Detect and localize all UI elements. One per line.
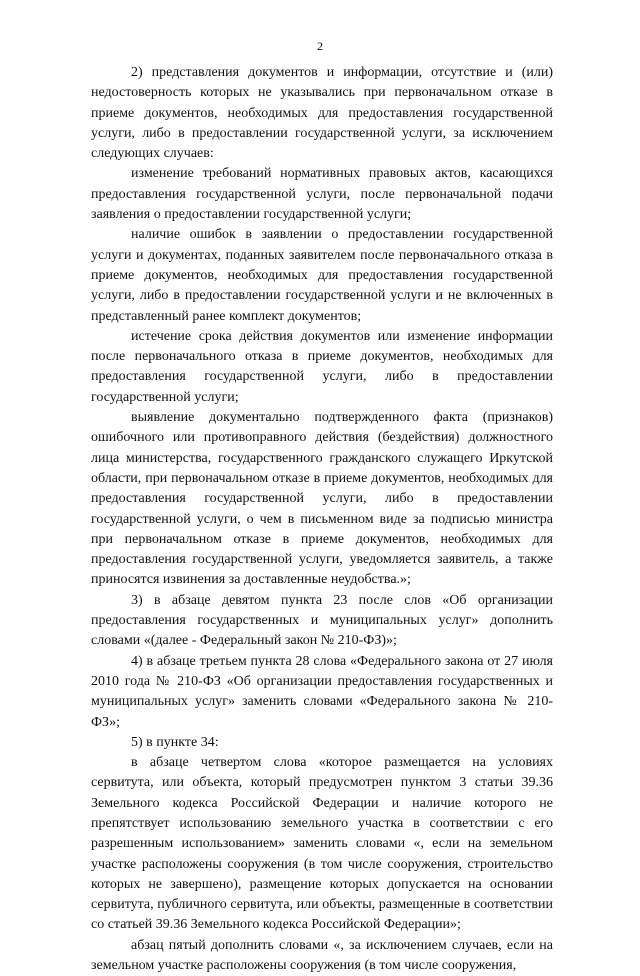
paragraph: в абзаце четвертом слова «которое размещается на условиях сервитута, или объекта, который предусмотрен пунктом 3 статьи 39.36 Земельного кодекса Российской Федерации и наличие которого не препятствует использованию земельного участка в соответствии с его разрешенным использованием» заменить словами «, если на земельном участке расположены сооружения (в том числе сооружения, строительство которых не завершено), размещение которых допускается на основании сервитута, публичного сервитута, или объекты, размещенные в соответствии со статьей 39.36 Земельного кодекса Российской Федерации»; — [91, 755, 553, 933]
paragraph: изменение требований нормативных правовых актов, касающихся предоставления государственной услуги, после первоначальной подачи заявления о предоставлении государственной услуги; — [91, 166, 553, 223]
paragraph: истечение срока действия документов или изменение информации после первоначального отказа в приеме документов, необходимых для предоставления государственной услуги, либо в предоставлении государственной услуги; — [91, 328, 553, 405]
paragraph: абзац пятый дополнить словами «, за исключением случаев, если на земельном участке расположены сооружения (в том числе сооружения, — [91, 937, 553, 974]
paragraph: 3) в абзаце девятом пункта 23 после слов «Об организации предоставления государственных и муниципальных услуг» дополнить словами «(далее - Федеральный закон № 210-ФЗ)»; — [91, 592, 553, 649]
document-body — [91, 63, 553, 976]
paragraph: 2) представления документов и информации, отсутствие и (или) недостоверность которых не указывались при первоначальном отказе в приеме документов, необходимых для предоставления государственной услуги, либо в предоставлении государственной услуги, за исключением следующих случаев: — [91, 65, 553, 162]
paragraph: 5) в пункте 34: — [131, 734, 219, 750]
paragraph: 4) в абзаце третьем пункта 28 слова «Федерального закона от 27 июля 2010 года № 210-ФЗ «Об организации предоставления государственных и муниципальных услуг» заменить словами «Федерального закона № 210-ФЗ»; — [91, 653, 553, 730]
paragraph: наличие ошибок в заявлении о предоставлении государственной услуги и документах, поданных заявителем после первоначального отказа в приеме документов, необходимых для предоставления государственной услуги, либо в предоставлении государственной услуги и не включенных в представленный ранее комплект документов; — [91, 227, 553, 324]
page-number: 2 — [317, 39, 323, 53]
paragraph: выявление документально подтвержденного факта (признаков) ошибочного или противоправного действия (бездействия) должностного лица министерства, государственного гражданского служащего Иркутской области, при первоначальном отказе в приеме документов, необходимых для предоставления государственной услуги, либо в предоставлении государственной услуги, о чем в письменном виде за подписью министра при первоначальном отказе в приеме документов, необходимых для предоставления государственной услуги, уведомляется заявитель, а также приносятся извинения за доставленные неудобства.»; — [91, 410, 553, 588]
